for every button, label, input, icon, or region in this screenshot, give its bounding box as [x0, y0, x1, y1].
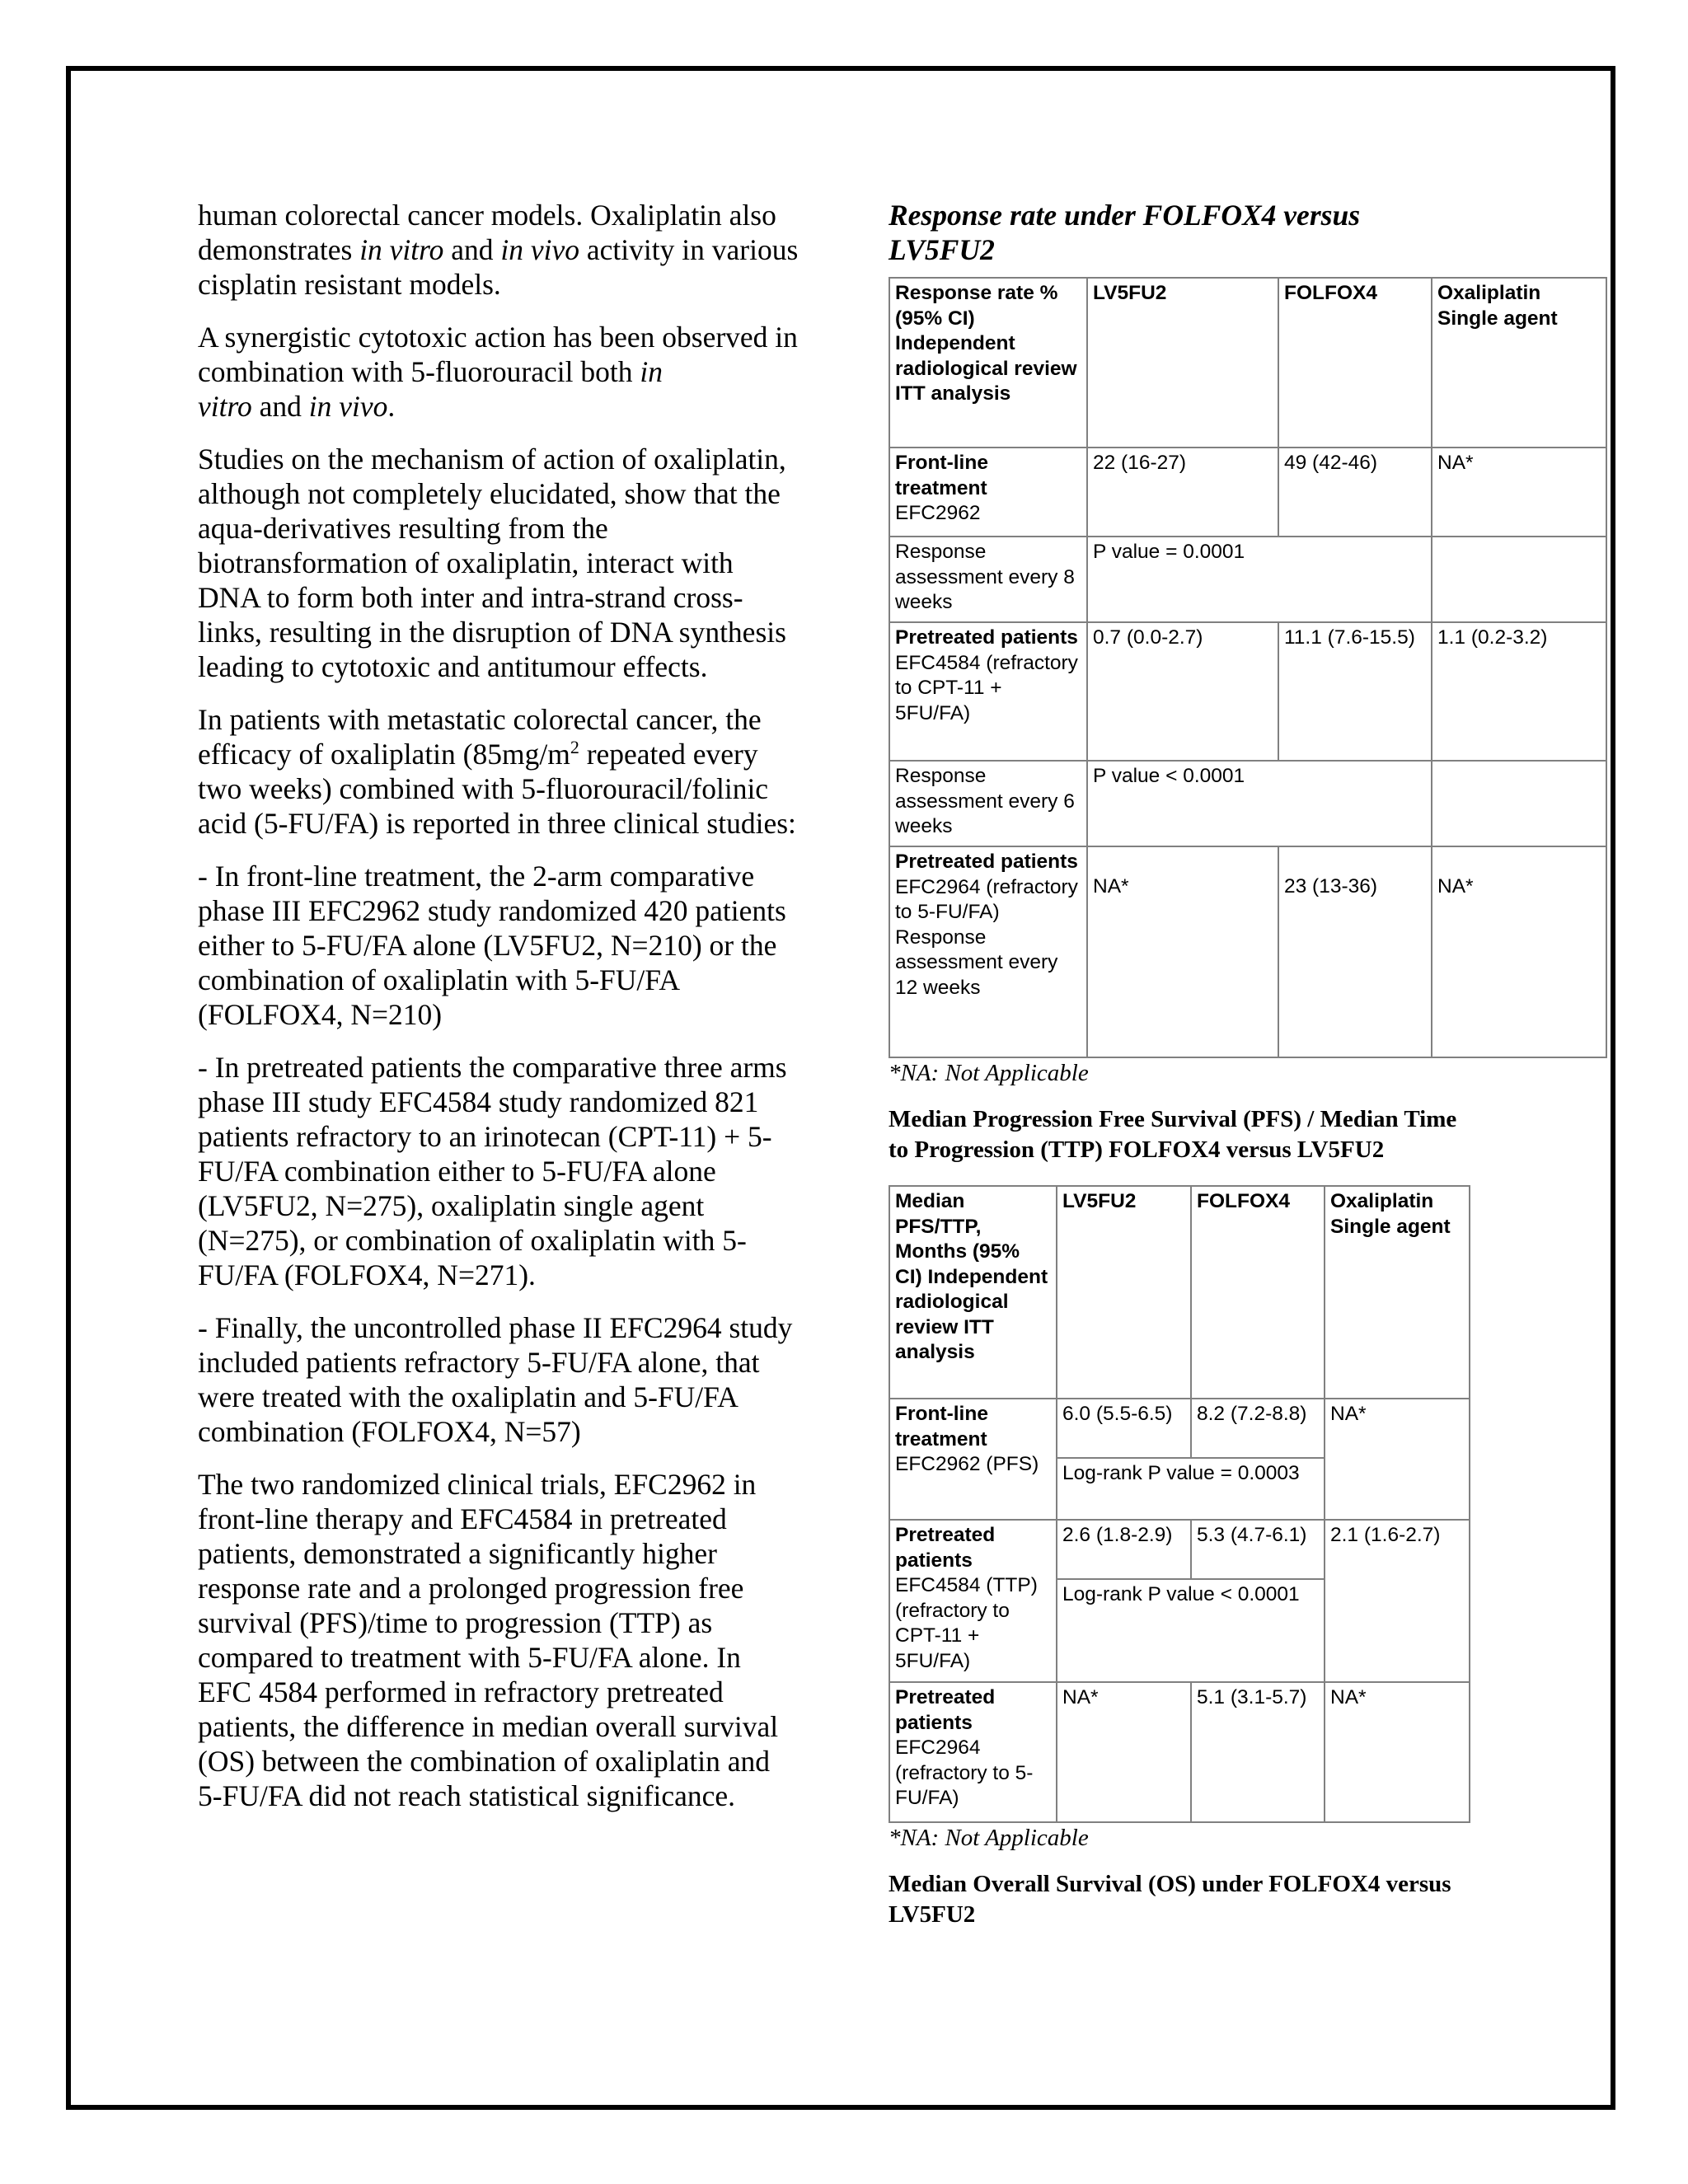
row-label-cell: [889, 1399, 1057, 1520]
right-column: [889, 198, 1614, 1930]
table-row: [889, 846, 1606, 1057]
row-label-bold: Front-line treatment: [895, 452, 988, 499]
paragraph: The two randomized clinical trials, EFC2962 in front-line therapy and EFC4584 in pretreated patients, demonstrated a significantly higher response rate and a prolonged progression free survival (PFS)/time to progression (TTP) as compared to treatment with 5-FU/FA alone. In EFC 4584 performed in refractory pretreated patients, the difference in median overall survival (OS) between the combination of oxaliplatin and 5-FU/FA did not reach statistical significance.: [198, 1468, 779, 1812]
table-cell: NA*: [1432, 448, 1606, 537]
table-row: [889, 622, 1606, 761]
row-label-bold: Pretreated patients: [895, 1686, 996, 1734]
row-label-bold: Pretreated patients: [895, 1524, 996, 1572]
table-header-cell: Median PFS/TTP, Months (95% CI) Independent radiological review ITT analysis: [889, 1186, 1057, 1399]
table-cell: NA*: [1325, 1399, 1470, 1520]
p-value-cell: Log-rank P value = 0.0003: [1057, 1458, 1325, 1520]
table-cell: [1087, 846, 1278, 1057]
italic-text: in vivo: [500, 233, 580, 266]
table-cell: 5.3 (4.7-6.1): [1191, 1520, 1325, 1579]
paragraph: human colorectal cancer models. Oxaliplatin also demonstrates in vitro and in vivo activity in various cisplatin resistant models.: [198, 199, 799, 301]
italic-text: in vivo: [308, 390, 388, 423]
table-row: [889, 1186, 1470, 1399]
table-header-cell: Oxaliplatin Single agent: [1432, 278, 1606, 448]
table1-caption: Response rate under FOLFOX4 versus LV5FU2: [889, 199, 1361, 266]
p-value-cell: P value < 0.0001: [1087, 761, 1432, 846]
response-rate-table: [889, 277, 1607, 1058]
row-label: EFC4584 (TTP) (refractory to CPT-11 + 5FU/FA): [895, 1574, 1038, 1672]
table-header-cell: Oxaliplatin Single agent: [1325, 1186, 1470, 1399]
footnote: *NA: Not Applicable: [889, 1060, 1089, 1086]
row-label-cell: [889, 1682, 1057, 1822]
italic-text: vitro: [198, 390, 252, 423]
table-cell: 11.1 (7.6-15.5): [1278, 622, 1432, 761]
cell-value: 23 (13-36): [1284, 875, 1378, 898]
table-cell: 2.1 (1.6-2.7): [1325, 1520, 1470, 1682]
table-header-cell: Response rate % (95% CI) Independent radiological review ITT analysis: [889, 278, 1087, 448]
row-label-cell: [889, 622, 1087, 761]
table-cell: 1.1 (0.2-3.2): [1432, 622, 1606, 761]
table-row: [889, 1520, 1470, 1579]
pfs-ttp-table: [889, 1185, 1470, 1823]
row-label-cell: [889, 1520, 1057, 1682]
superscript: 2: [570, 737, 579, 758]
table2-caption: Median Progression Free Survival (PFS) / Median Time to Progression (TTP) FOLFOX4 versus LV5FU2: [889, 1106, 1457, 1163]
table-row: [889, 278, 1606, 448]
table-row: [889, 537, 1606, 622]
row-label: EFC2964 (refractory to 5-FU/FA): [895, 1736, 1034, 1809]
cell-value: NA*: [1093, 875, 1129, 898]
row-label: EFC2962 (PFS): [895, 1453, 1039, 1475]
row-label-cell: Response assessment every 8 weeks: [889, 537, 1087, 622]
left-column: [198, 198, 799, 1831]
table-header-cell: FOLFOX4: [1191, 1186, 1325, 1399]
table-row: [889, 1399, 1470, 1458]
paragraph: In patients with metastatic colorectal cancer, the efficacy of oxaliplatin ($85mg/m^2$ repeated every two weeks) combined with 5-fluorouracil/folinic acid (5-FU/FA) is reported in three clinical studies:: [198, 703, 796, 840]
paragraph: A synergistic cytotoxic action has been observed in combination with 5-fluorouracil both in vitro and in vivo.: [198, 321, 798, 423]
table-cell: 0.7 (0.0-2.7): [1087, 622, 1278, 761]
cell-value: NA*: [1437, 875, 1474, 898]
italic-text: in: [640, 355, 663, 388]
row-label-cell: Response assessment every 6 weeks: [889, 761, 1087, 846]
row-label: EFC2962: [895, 502, 981, 524]
table-cell: NA*: [1057, 1682, 1191, 1822]
paragraph: - Finally, the uncontrolled phase II EFC2964 study included patients refractory 5-FU/FA alone, that were treated with the oxaliplatin and 5-FU/FA combination (FOLFOX4, N=57): [198, 1311, 793, 1448]
table-header-cell: LV5FU2: [1087, 278, 1278, 448]
italic-text: in vitro: [359, 233, 444, 266]
row-label-cell: [889, 448, 1087, 537]
table-cell: 8.2 (7.2-8.8): [1191, 1399, 1325, 1458]
table-cell: 5.1 (3.1-5.7): [1191, 1682, 1325, 1822]
table-cell: [1432, 537, 1606, 622]
table-cell: 49 (42-46): [1278, 448, 1432, 537]
table-cell: NA*: [1325, 1682, 1470, 1822]
table-row: [889, 1682, 1470, 1822]
row-label-bold: Pretreated patients: [895, 626, 1078, 649]
table-cell: 2.6 (1.8-2.9): [1057, 1520, 1191, 1579]
footnote: *NA: Not Applicable: [889, 1825, 1089, 1851]
table-row: [889, 761, 1606, 846]
row-label-bold: Pretreated patients: [895, 851, 1078, 873]
table-header-cell: FOLFOX4: [1278, 278, 1432, 448]
paragraph: - In pretreated patients the comparative three arms phase III study EFC4584 study randomized 821 patients refractory to an irinotecan (CPT-11) + 5-FU/FA combination either to 5-FU/FA alone (LV5FU2, N=275), oxaliplatin single agent (N=275), or combination of oxaliplatin with 5-FU/FA (FOLFOX4, N=271).: [198, 1051, 787, 1291]
table-row: [889, 448, 1606, 537]
row-label-bold: Front-line treatment: [895, 1403, 988, 1451]
p-value-cell: P value = 0.0001: [1087, 537, 1432, 622]
table-cell: [1432, 761, 1606, 846]
row-label: EFC2964 (refractory to 5-FU/FA) Response assessment every 12 weeks: [895, 875, 1078, 999]
table3-caption: Median Overall Survival (OS) under FOLFOX4 versus LV5FU2: [889, 1871, 1451, 1928]
row-label: EFC4584 (refractory to CPT-11 + 5FU/FA): [895, 651, 1078, 724]
table-cell: 22 (16-27): [1087, 448, 1278, 537]
paragraph: - In front-line treatment, the 2-arm comparative phase III EFC2962 study randomized 420 patients either to 5-FU/FA alone (LV5FU2, N=210) or the combination of oxaliplatin with 5-FU/FA (FOLFOX4, N=210): [198, 860, 786, 1031]
p-value-cell: Log-rank P value < 0.0001: [1057, 1579, 1325, 1682]
table-cell: 6.0 (5.5-6.5): [1057, 1399, 1191, 1458]
table-header-cell: LV5FU2: [1057, 1186, 1191, 1399]
paragraph: Studies on the mechanism of action of oxaliplatin, although not completely elucidated, show that the aqua-derivatives resulting from the biotransformation of oxaliplatin, interact with DNA to form both inter and intra-strand cross-links, resulting in the disruption of DNA synthesis leading to cytotoxic and antitumour effects.: [198, 443, 786, 683]
table-cell: [1278, 846, 1432, 1057]
row-label-cell: [889, 846, 1087, 1057]
table-cell: [1432, 846, 1606, 1057]
